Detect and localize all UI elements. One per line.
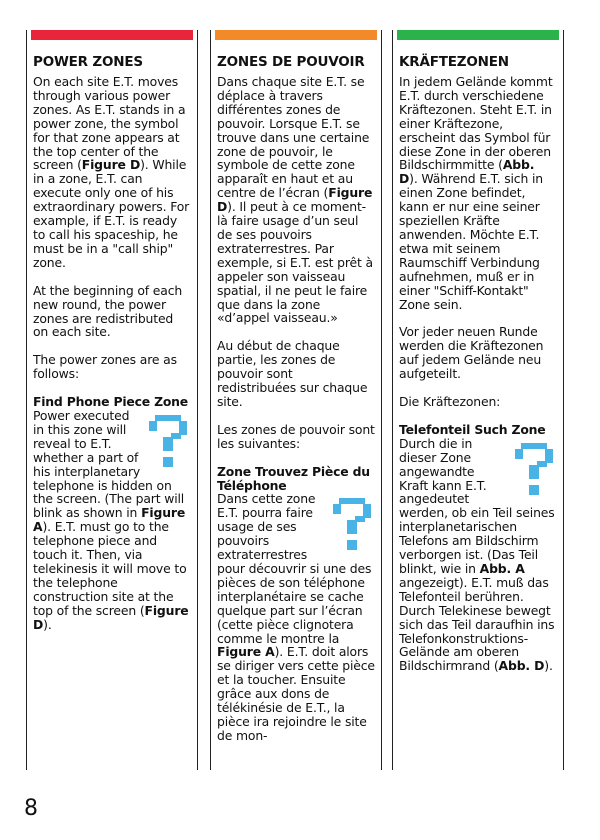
zone-paragraph: Dans cette zone E.T. pourra faire usage de ses pouvoirs extraterrestres pour découvrir si une des pièces de son téléphone interplanétaire se cache quelque part sur l’écran (cette pièce clignotera comme le montre la Figure A). E.T. doit alors se diriger vers cette pièce et la toucher. Ensuite grâce aux dons de télékinésie de E.T., la pièce ira rejoindre le site de mon- [217, 491, 375, 743]
zone-paragraph: Durch die in dieser Zone angewandte Kraft kann E.T. angedeutet werden, ob ein Teil seines interplanetarischen Telefons am Bildschirm verborgen ist. (Das Teil blinkt, wie in Abb. A angezeigt). E.T. muß das Telefonteil berühren. Durch Telekinese bewegt sich das Teil daraufhin ins Telefonkonstruktions-Gelände am oberen Bildschirmrand (Abb. D). [399, 435, 555, 674]
zone-description [399, 437, 557, 673]
english-column [26, 30, 198, 770]
german-column [392, 30, 564, 770]
question-mark-icon [149, 415, 187, 467]
intro-paragraph: Dans chaque site E.T. se déplace à travers différentes zones de pouvoir. Lorsque E.T. se trouve dans une certaine zone de pouvoir, le symbole de cette zone apparaît en haut et au centre de l’écran (Figure D). Il peut à ce moment-là faire usage d’un seul de ses pouvoirs extraterrestres. Par exemple, si E.T. est prêt à appeler son vaisseau spatial, il ne peut le faire que dans la zone «d’appel vaisseau.» [217, 74, 373, 326]
list-intro-paragraph: Die Kräftezonen: [399, 394, 501, 410]
round-paragraph: At the beginning of each new round, the power zones are redistributed on each site. [33, 282, 183, 340]
intro-paragraph: On each site E.T. moves through various power zones. As E.T. stands in a power zone, the symbol for that zone appears at the top center of the screen (Figure D). While in a zone, E.T. can execute only one of his extraordinary powers. For example, if E.T. is ready to call his spaceship, he must be in a "call ship" zone. [33, 74, 190, 270]
section-title: ZONES DE POUVOIR [217, 54, 365, 70]
intro-paragraph: In jedem Gelände kommt E.T. durch verschiedene Kräftezonen. Steht E.T. in einer Kräftezone, erscheint das Symbol für diese Zone in der oberen Bildschirmmitte (Abb. D). Während E.T. sich in einen Zone befindet, kann er nur eine seiner speziellen Kräfte anwenden. Möchte E.T. etwa mit seinem Raumschiff Verbindung aufnehmen, muß er in einer "Schiff-Kontakt" Zone sein. [399, 74, 553, 312]
list-intro-paragraph: The power zones are as follows: [33, 352, 177, 382]
zone-subheading: Zone Trouvez Pièce du Téléphone [217, 463, 370, 493]
zone-subheading: Find Phone Piece Zone [33, 394, 188, 410]
zone-description [33, 409, 191, 632]
section-title: POWER ZONES [33, 54, 143, 70]
zone-subheading: Telefonteil Such Zone [399, 421, 546, 437]
red-color-band [31, 30, 193, 40]
page-number: 8 [24, 796, 38, 821]
question-mark-icon [333, 498, 371, 550]
section-title: KRÄFTEZONEN [399, 54, 509, 70]
french-column [210, 30, 382, 770]
list-intro-paragraph: Les zones de pouvoir sont les suivantes: [217, 421, 375, 451]
zone-description [217, 492, 375, 742]
question-mark-icon [515, 443, 553, 495]
round-paragraph: Vor jeder neuen Runde werden die Kräftezonen auf jedem Gelände neu aufgeteilt. [399, 324, 544, 382]
zone-paragraph: Power executed in this zone will reveal to E.T. whether a part of his interplanetary telephone is hidden on the screen. (The part will blink as shown in Figure A). E.T. must go to the telephone piece and touch it. Then, via telekinesis it will move to the telephone construction site at the top of the screen (Figure D). [33, 408, 189, 632]
green-color-band [397, 30, 559, 40]
round-paragraph: Au début de chaque partie, les zones de pouvoir sont redistribuées sur chaque site. [217, 338, 368, 409]
orange-color-band [215, 30, 377, 40]
